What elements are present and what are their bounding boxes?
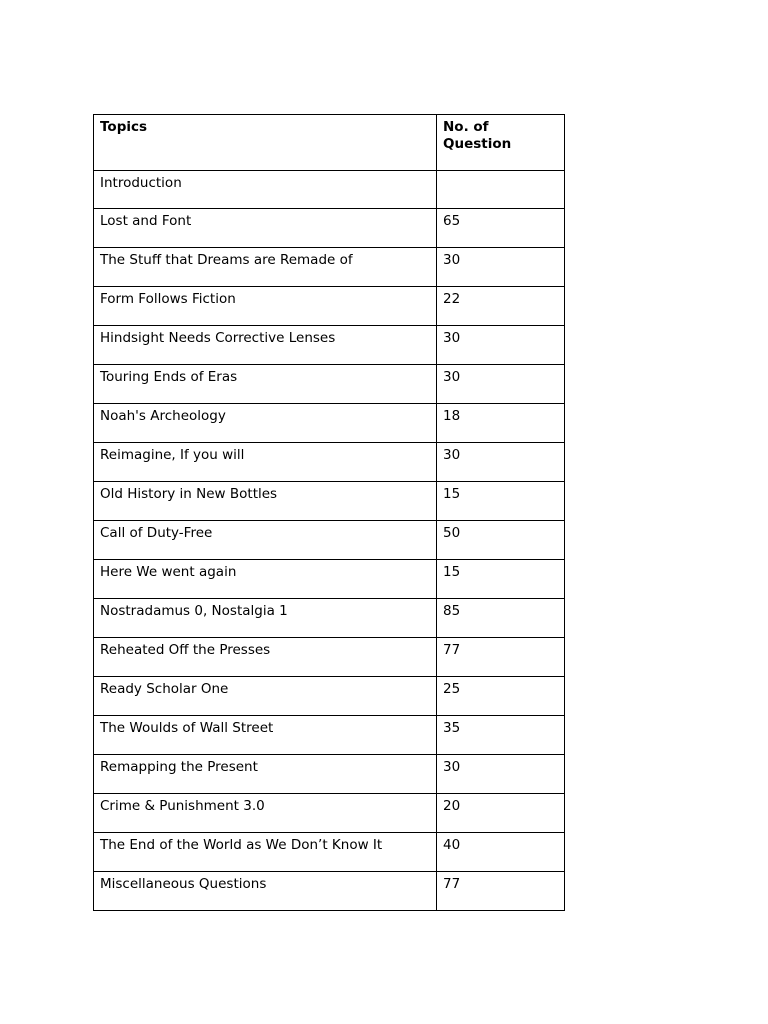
question-count-cell: 77	[437, 638, 565, 677]
topic-cell: Introduction	[94, 171, 437, 209]
question-count-cell: 30	[437, 248, 565, 287]
topic-cell: Reimagine, If you will	[94, 443, 437, 482]
topic-cell: Old History in New Bottles	[94, 482, 437, 521]
question-count-cell: 30	[437, 755, 565, 794]
topics-table	[93, 114, 565, 911]
question-count-cell: 30	[437, 365, 565, 404]
topic-cell: The Woulds of Wall Street	[94, 716, 437, 755]
topic-cell: Noah's Archeology	[94, 404, 437, 443]
topic-cell: Call of Duty-Free	[94, 521, 437, 560]
question-count-cell	[437, 171, 565, 209]
header-topics: Topics	[94, 115, 437, 171]
table-row	[94, 794, 565, 833]
table-row	[94, 482, 565, 521]
question-count-cell: 18	[437, 404, 565, 443]
table-row	[94, 872, 565, 911]
table-row	[94, 521, 565, 560]
question-count-cell: 15	[437, 482, 565, 521]
table-body	[94, 171, 565, 911]
question-count-cell: 65	[437, 209, 565, 248]
table-row	[94, 287, 565, 326]
question-count-cell: 25	[437, 677, 565, 716]
table-row	[94, 404, 565, 443]
table-row	[94, 755, 565, 794]
header-row	[94, 115, 565, 171]
question-count-cell: 40	[437, 833, 565, 872]
question-count-cell: 85	[437, 599, 565, 638]
table-row	[94, 326, 565, 365]
question-count-cell: 22	[437, 287, 565, 326]
topic-cell: Crime & Punishment 3.0	[94, 794, 437, 833]
table-header	[94, 115, 565, 171]
question-count-cell: 15	[437, 560, 565, 599]
table-row	[94, 248, 565, 287]
table-row	[94, 638, 565, 677]
topic-cell: Lost and Font	[94, 209, 437, 248]
table-row	[94, 171, 565, 209]
topic-cell: Touring Ends of Eras	[94, 365, 437, 404]
question-count-cell: 30	[437, 443, 565, 482]
table-row	[94, 599, 565, 638]
topic-cell: Reheated Off the Presses	[94, 638, 437, 677]
topic-cell: Ready Scholar One	[94, 677, 437, 716]
question-count-cell: 30	[437, 326, 565, 365]
table-row	[94, 443, 565, 482]
question-count-cell: 77	[437, 872, 565, 911]
table-row	[94, 716, 565, 755]
question-count-cell: 50	[437, 521, 565, 560]
question-count-cell: 35	[437, 716, 565, 755]
topic-cell: Hindsight Needs Corrective Lenses	[94, 326, 437, 365]
topic-cell: The End of the World as We Don’t Know It	[94, 833, 437, 872]
topic-cell: Remapping the Present	[94, 755, 437, 794]
topic-cell: The Stuff that Dreams are Remade of	[94, 248, 437, 287]
question-count-cell: 20	[437, 794, 565, 833]
header-question-count: No. of Question	[437, 115, 565, 171]
table-row	[94, 209, 565, 248]
topic-cell: Miscellaneous Questions	[94, 872, 437, 911]
topic-cell: Here We went again	[94, 560, 437, 599]
table-row	[94, 365, 565, 404]
topic-cell: Nostradamus 0, Nostalgia 1	[94, 599, 437, 638]
table-row	[94, 833, 565, 872]
topic-cell: Form Follows Fiction	[94, 287, 437, 326]
table-row	[94, 677, 565, 716]
table-row	[94, 560, 565, 599]
